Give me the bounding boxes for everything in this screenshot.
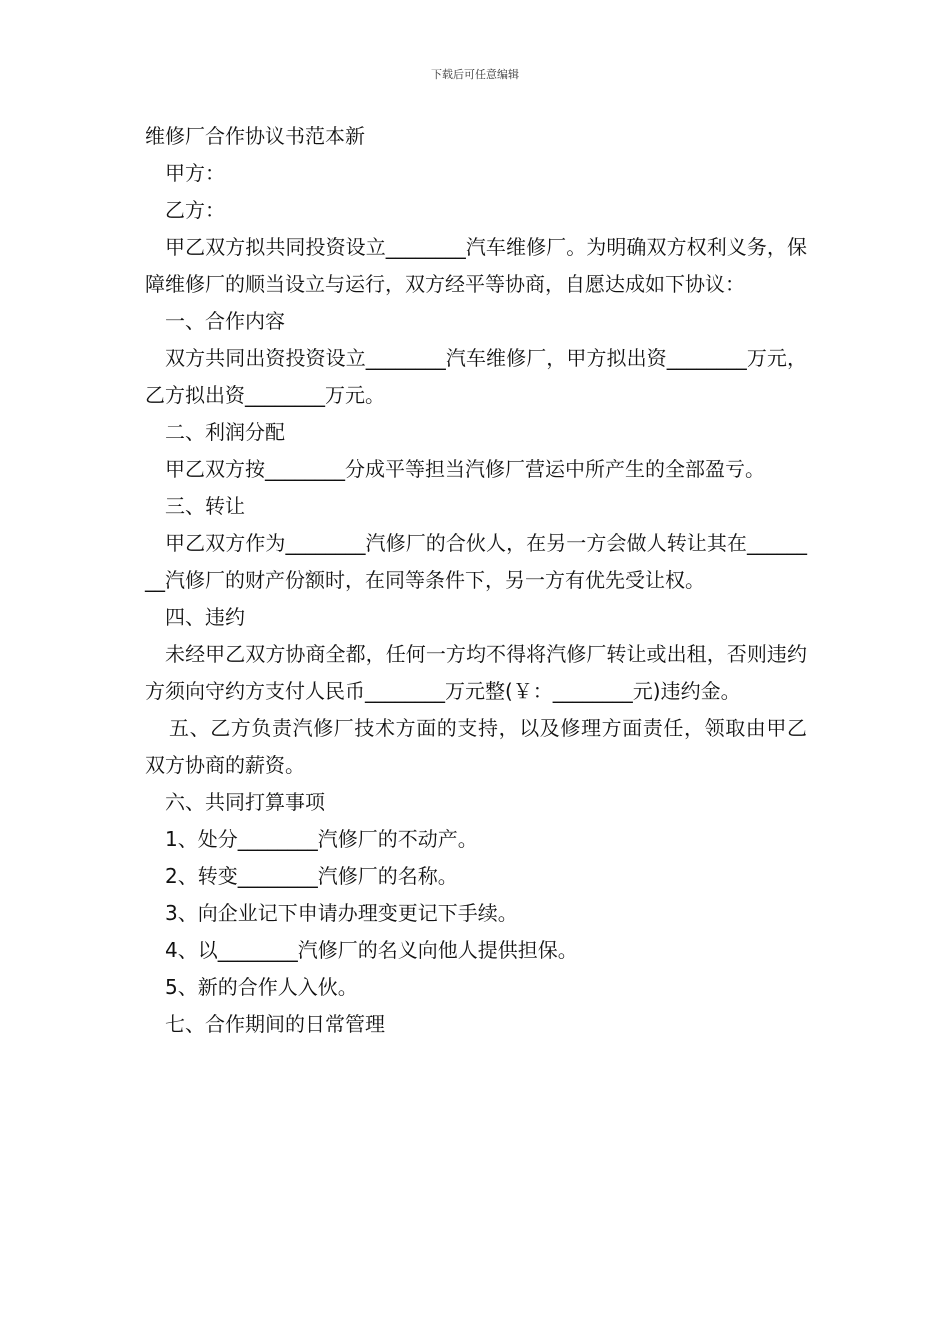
section-4-body: 未经甲乙双方协商全都，任何一方均不得将汽修厂转让或出租，否则违约方须向守约方支付人民币________万元整(￥：________元)违约金。 [145,642,807,703]
section-1-body: 双方共同出资投资设立________汽车维修厂，甲方拟出资________万元，乙方拟出资________万元。 [145,346,807,407]
section-6-heading: 六、共同打算事项 [165,790,325,814]
page-header: 下载后可任意编辑 [431,68,519,81]
list-item: 4、以________汽修厂的名义向他人提供担保。 [165,938,578,962]
section-2-body: 甲乙双方按________分成平等担当汽修厂营运中所产生的全部盈亏。 [165,457,765,481]
list-item: 5、新的合作人入伙。 [165,975,358,999]
list-item: 3、向企业记下申请办理变更记下手续。 [165,901,518,925]
list-item: 1、处分________汽修厂的不动产。 [165,827,478,851]
section-4-heading: 四、违约 [165,605,245,629]
list-item: 2、转变________汽修厂的名称。 [165,864,458,888]
section-1-heading: 一、合作内容 [165,309,285,333]
intro-paragraph: 甲乙双方拟共同投资设立________汽车维修厂。为明确双方权利义务，保障维修厂的顺当设立与运行，双方经平等协商，自愿达成如下协议： [145,235,807,296]
party-a-line: 甲方： [165,161,225,185]
section-5-body: 五、乙方负责汽修厂技术方面的支持，以及修理方面责任，领取由甲乙双方协商的薪资。 [145,716,807,777]
section-2-heading: 二、利润分配 [165,420,285,444]
party-b-line: 乙方： [165,198,225,222]
document-body [145,118,807,1043]
section-7-heading: 七、合作期间的日常管理 [165,1012,385,1036]
document-title: 维修厂合作协议书范本新 [145,124,365,148]
section-3-heading: 三、转让 [165,494,245,518]
section-3-body: 甲乙双方作为________汽修厂的合伙人，在另一方会做人转让其在________汽修厂的财产份额时，在同等条件下，另一方有优先受让权。 [145,531,807,592]
